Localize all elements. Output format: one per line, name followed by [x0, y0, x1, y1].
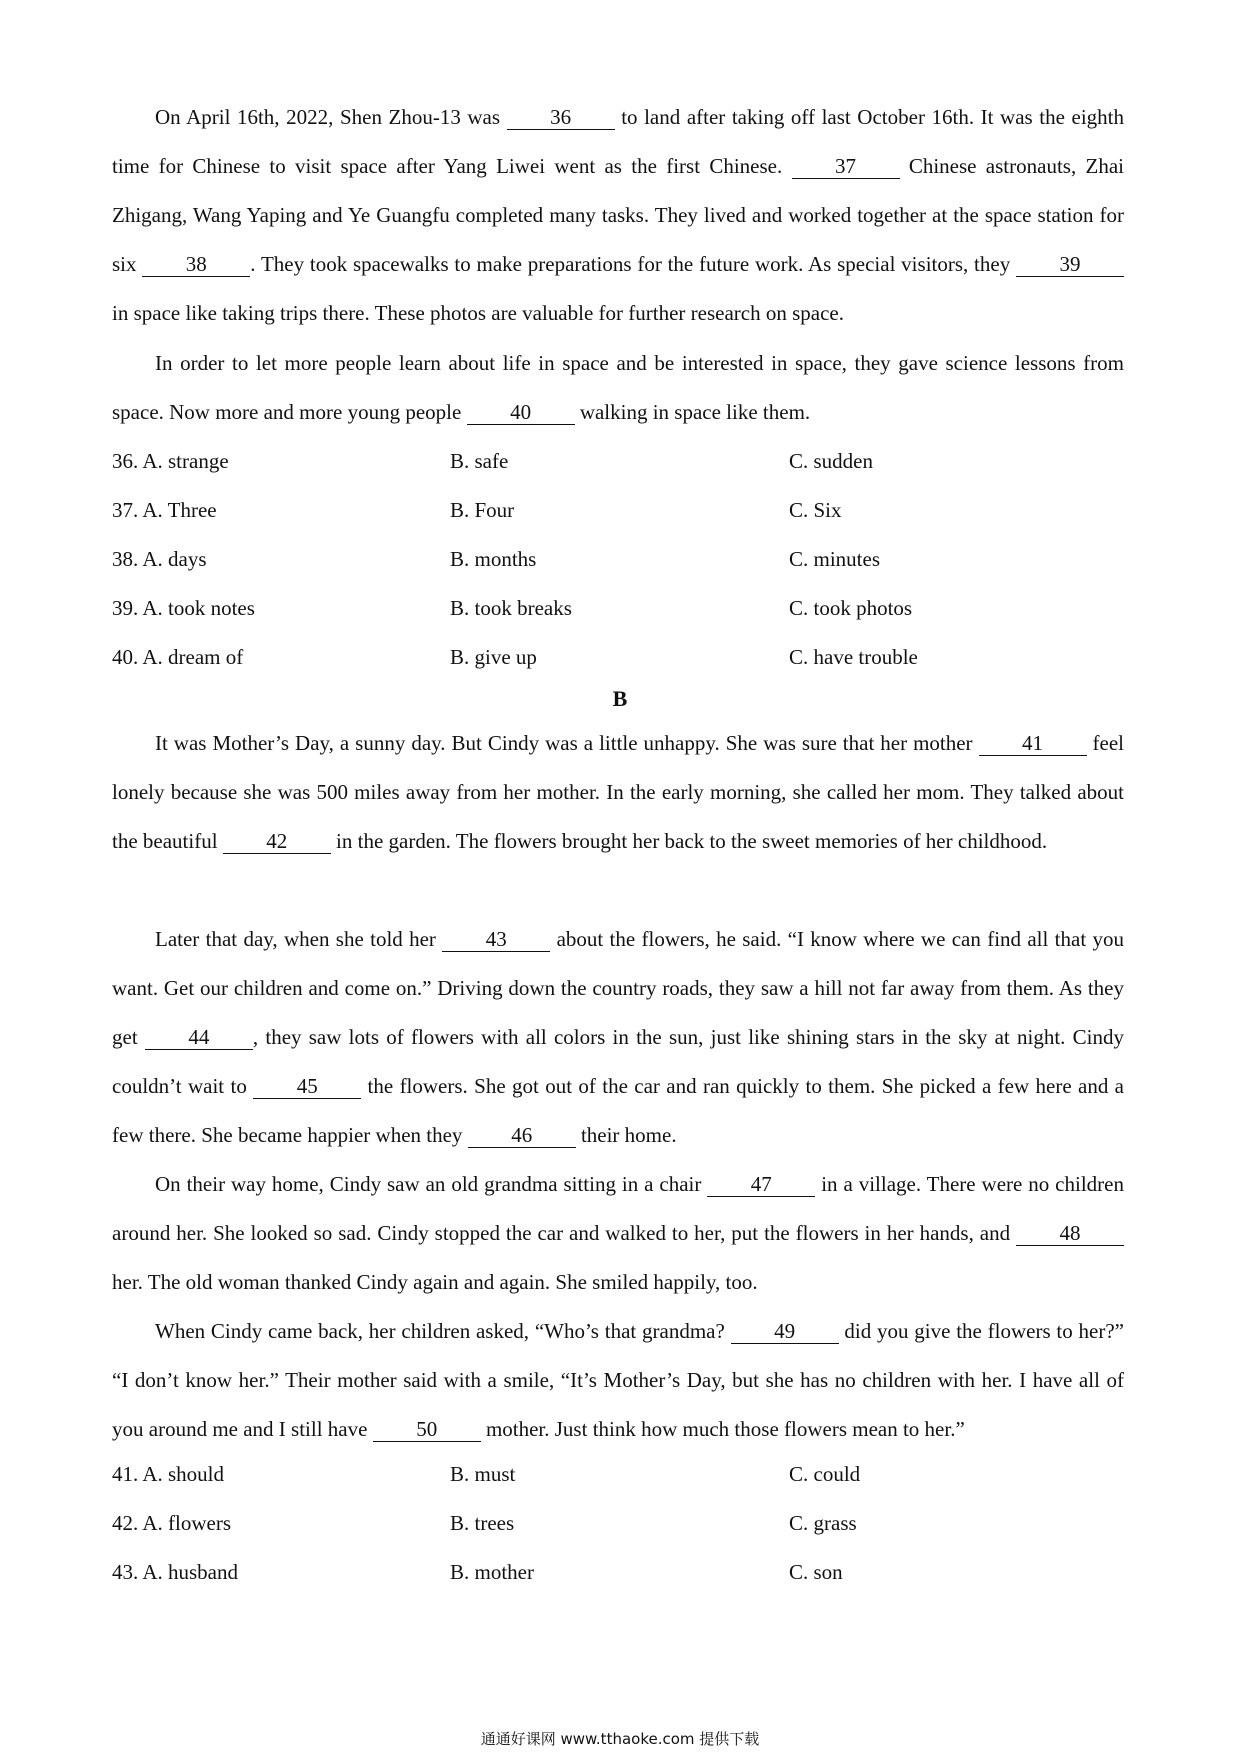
option-a: 36. A. strange [112, 449, 229, 473]
option-row-38 [112, 544, 1124, 574]
text: did you give the flowers to her?” “I don’t know her.” Their mother said with a smile, “It’s Mother’s Day, but she has no children with her. I have all of you around me and I still have [112, 1319, 1124, 1441]
blank-50: 50 [373, 1417, 481, 1442]
text: . They took spacewalks to make preparations for the future work. As special visitors, they [250, 252, 1016, 276]
blank-42: 42 [223, 829, 331, 854]
passage-b-paragraph-1 [112, 719, 1124, 866]
blank-48: 48 [1016, 1221, 1124, 1246]
option-b: B. took breaks [450, 596, 572, 620]
text: On their way home, Cindy saw an old grandma sitting in a chair [155, 1172, 708, 1196]
text: walking in space like them. [574, 400, 811, 424]
blank-38: 38 [142, 252, 250, 277]
text: It was Mother’s Day, a sunny day. But Cindy was a little unhappy. She was sure that her mother [155, 731, 979, 755]
option-c: C. Six [789, 498, 842, 522]
option-row-41 [112, 1459, 1124, 1489]
text: feel lonely because she was 500 miles away from her mother. In the early morning, she called her mom. They talked about the beautiful [112, 731, 1124, 853]
passage-a-paragraph-2 [112, 339, 1124, 437]
blank-41: 41 [979, 731, 1087, 756]
option-a: 38. A. days [112, 547, 207, 571]
blank-37: 37 [792, 154, 900, 179]
option-c: C. sudden [789, 449, 873, 473]
option-c: C. grass [789, 1511, 857, 1535]
option-b: B. safe [450, 449, 509, 473]
option-b: B. Four [450, 498, 515, 522]
passage-a-paragraph-1 [112, 93, 1124, 338]
text: about the flowers, he said. “I know where we can find all that you want. Get our children and come on.” Driving down the country roads, they saw a hill not far away from them. As they get [112, 927, 1124, 1049]
option-a: 37. A. Three [112, 498, 217, 522]
option-row-37 [112, 495, 1124, 525]
option-a: 41. A. should [112, 1462, 225, 1486]
option-b: B. give up [450, 645, 537, 669]
text: mother. Just think how much those flowers mean to her.” [480, 1417, 965, 1441]
blank-46: 46 [468, 1123, 576, 1148]
option-row-40 [112, 642, 1124, 672]
option-c: C. could [789, 1462, 861, 1486]
option-row-42 [112, 1508, 1124, 1538]
option-b: B. must [450, 1462, 516, 1486]
text: In order to let more people learn about life in space and be interested in space, they gave science lessons from space. Now more and more young people [112, 351, 1124, 424]
option-c: C. minutes [789, 547, 881, 571]
option-row-43 [112, 1557, 1124, 1587]
footer-watermark: 通通好课网 www.tthaoke.com 提供下载 [480, 1730, 760, 1748]
text: Later that day, when she told her [155, 927, 443, 951]
option-a: 39. A. took notes [112, 596, 255, 620]
option-row-36 [112, 446, 1124, 476]
blank-36: 36 [507, 105, 615, 130]
option-a: 40. A. dream of [112, 645, 244, 669]
blank-44: 44 [145, 1025, 253, 1050]
text: On April 16th, 2022, Shen Zhou-13 was [155, 105, 507, 129]
passage-b-paragraph-2 [112, 915, 1124, 1160]
text: in the garden. The flowers brought her back to the sweet memories of her childhood. [330, 829, 1048, 853]
option-c: C. have trouble [789, 645, 918, 669]
section-heading: B [612, 686, 628, 711]
blank-39: 39 [1016, 252, 1124, 277]
passage-b-paragraph-4 [112, 1307, 1124, 1454]
text: in space like taking trips there. These photos are valuable for further research on space. [112, 301, 844, 325]
text: Chinese astronauts, Zhai Zhigang, Wang Yaping and Ye Guangfu completed many tasks. They lived and worked together at the space station for six [112, 154, 1124, 276]
option-c: C. son [789, 1560, 843, 1584]
text: their home. [575, 1123, 677, 1147]
text: to land after taking off last October 16th. It was the eighth time for Chinese to visit space after Yang Liwei went as the first Chinese. [112, 105, 1124, 178]
text: in a village. There were no children around her. She looked so sad. Cindy stopped the car and walked to her, put the flowers in her hands, and [112, 1172, 1124, 1245]
option-row-39 [112, 593, 1124, 623]
blank-49: 49 [731, 1319, 839, 1344]
blank-43: 43 [442, 927, 550, 952]
option-a: 42. A. flowers [112, 1511, 231, 1535]
blank-40: 40 [467, 400, 575, 425]
text: , they saw lots of flowers with all colors in the sun, just like shining stars in the sky at night. Cindy couldn’t wait to [112, 1025, 1124, 1098]
text: the flowers. She got out of the car and ran quickly to them. She picked a few here and a few there. She became happier when they [112, 1074, 1125, 1147]
option-b: B. months [450, 547, 537, 571]
option-b: B. trees [450, 1511, 515, 1535]
option-a: 43. A. husband [112, 1560, 238, 1584]
option-c: C. took photos [789, 596, 913, 620]
text: her. The old woman thanked Cindy again and again. She smiled happily, too. [112, 1270, 758, 1294]
blank-45: 45 [253, 1074, 361, 1099]
passage-b-paragraph-3 [112, 1160, 1124, 1307]
text: When Cindy came back, her children asked, “Who’s that grandma? [155, 1319, 731, 1343]
option-b: B. mother [450, 1560, 534, 1584]
blank-47: 47 [707, 1172, 815, 1197]
